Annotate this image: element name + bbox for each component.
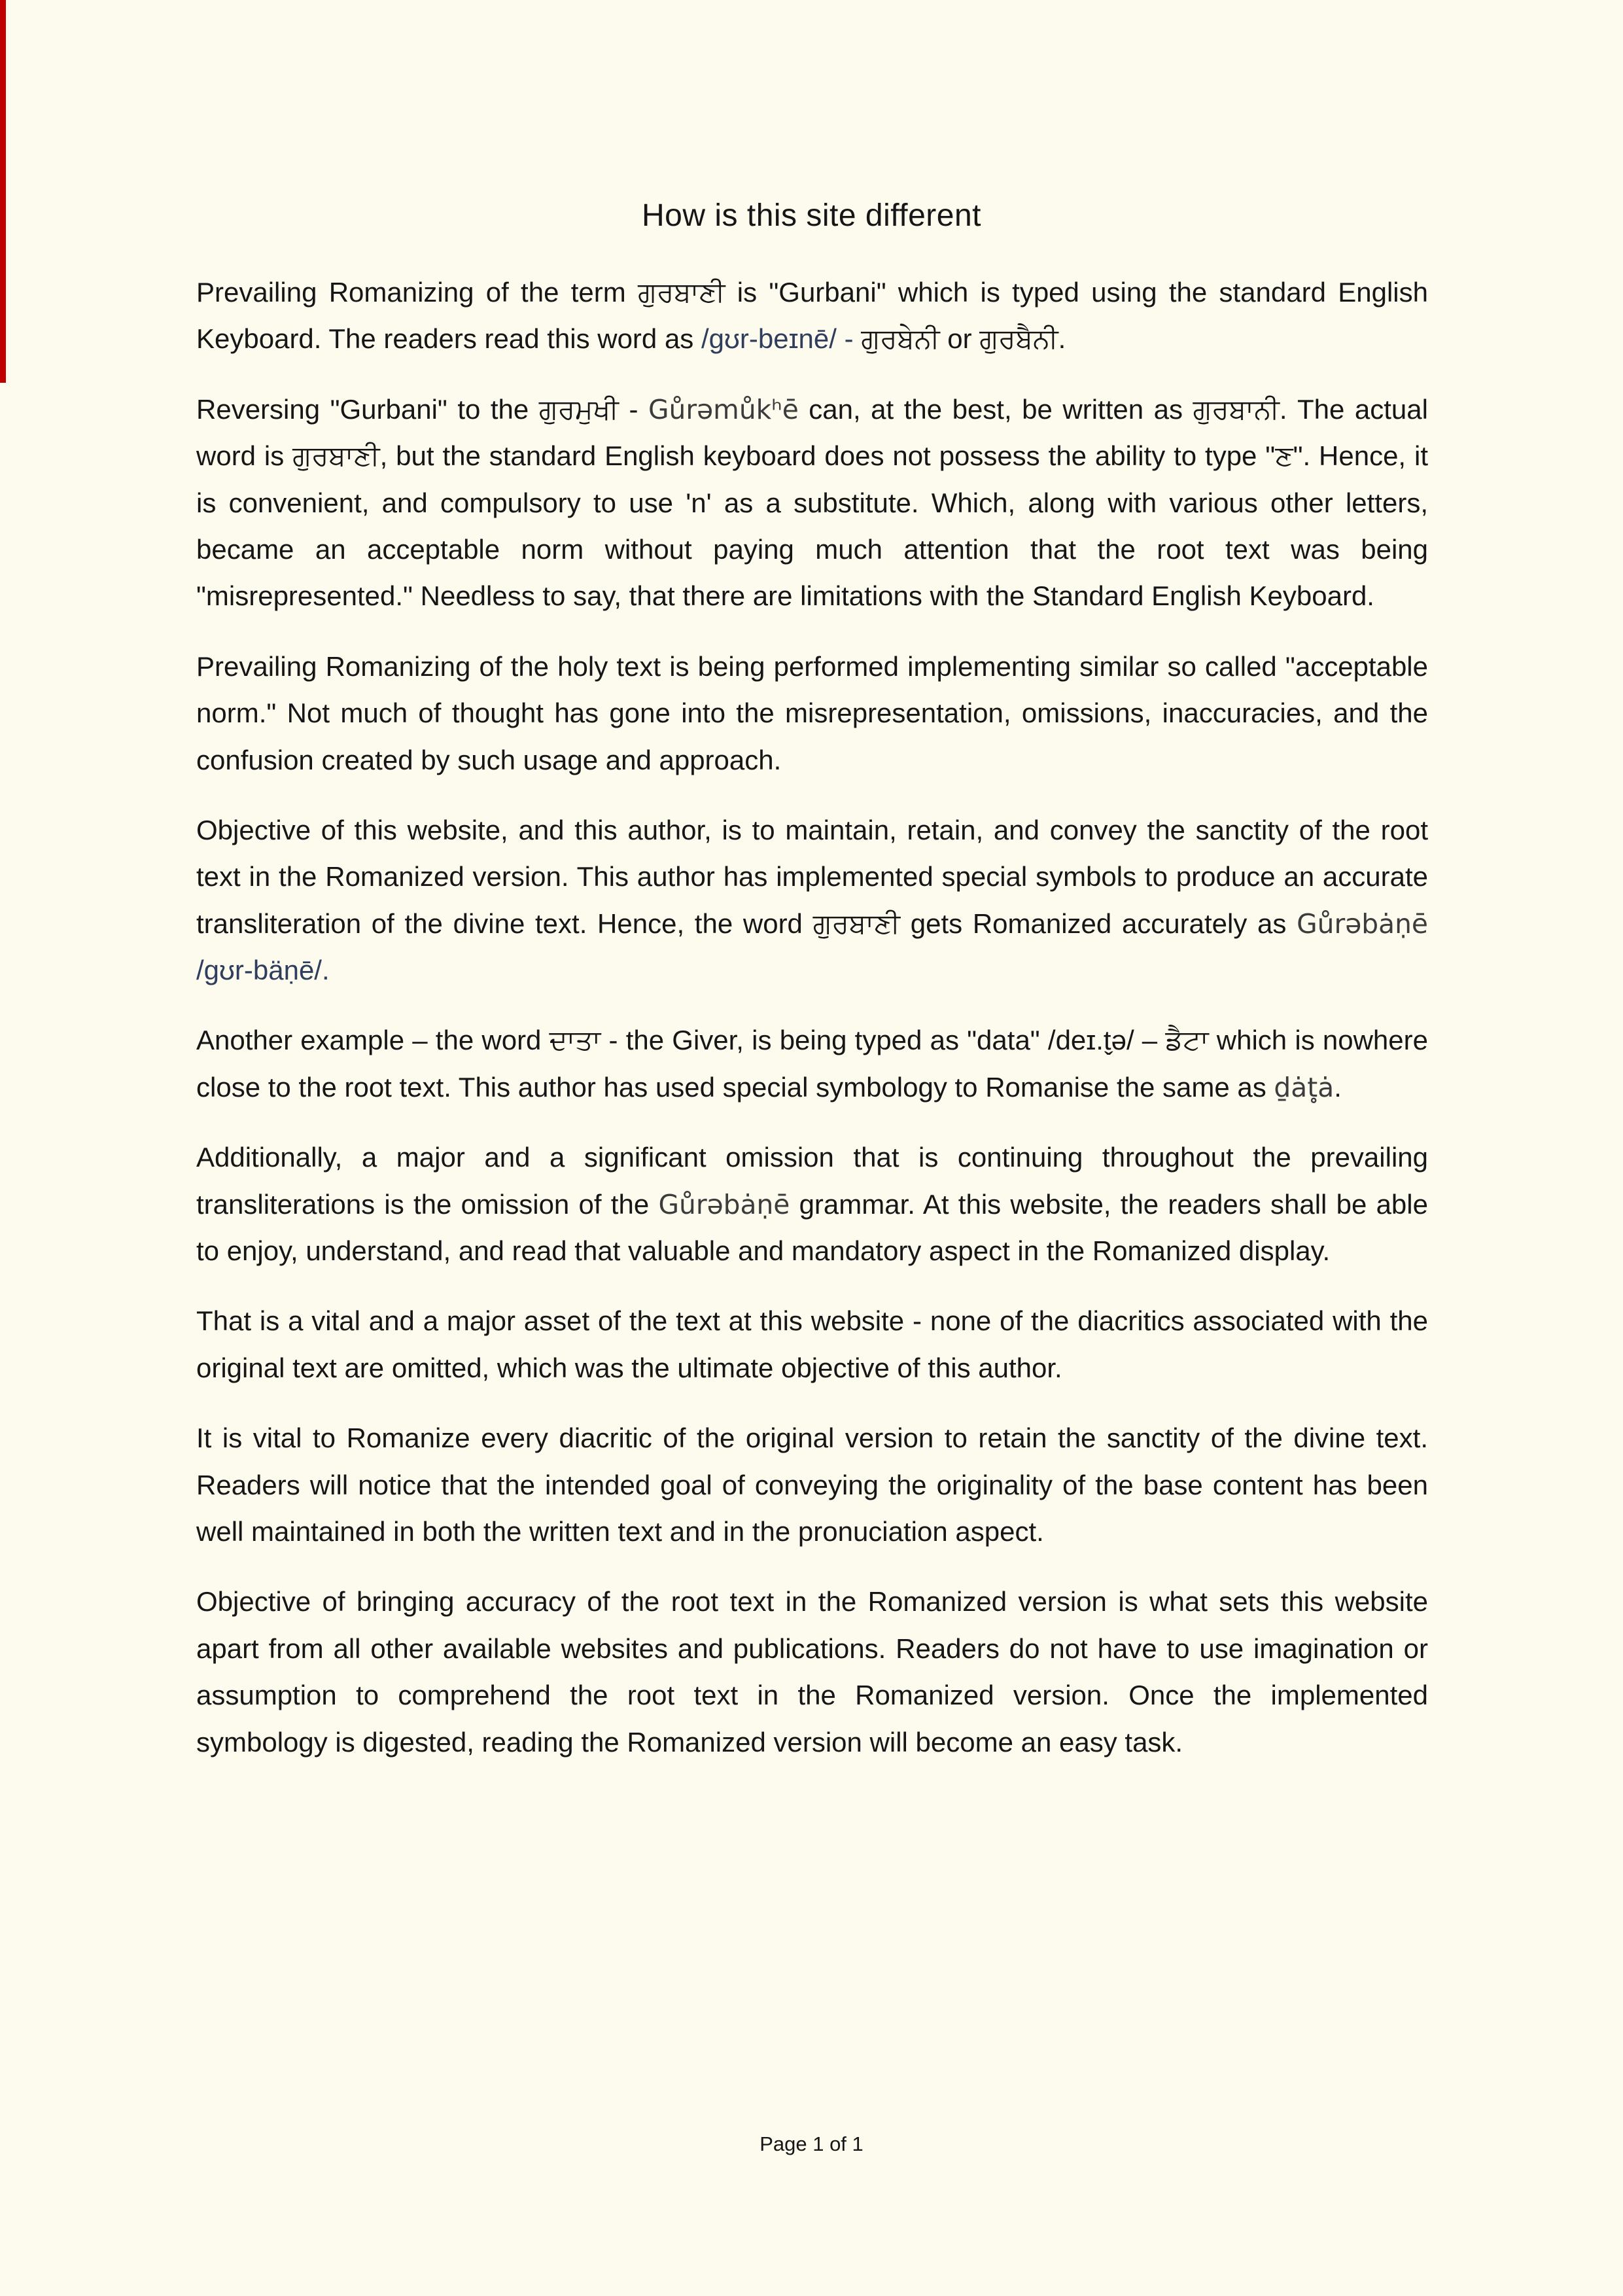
body-text-run: Another example – the word (196, 1025, 550, 1056)
gurmukhi-word: ਣ (1275, 440, 1293, 472)
body-text-run: is "Gurbani" which is typed using the standard English Keyboard. The readers read this word as (196, 277, 1428, 355)
left-edge-red-stripe (0, 0, 6, 383)
paragraph (196, 1415, 1428, 1555)
paragraph (196, 1578, 1428, 1765)
body-text-run: Objective of this website, and this author, is to maintain, retain, and convey the sanctity of the root text in the Romanized version. This author has implemented special symbols to produce an accurate transliteration of the divine text. Hence, the word (196, 814, 1428, 939)
transliteration-word: Gůrəmůkʰē (648, 393, 799, 425)
body-text-run: - the Giver, is being typed as "data" /deɪ.t̬ə/ – (601, 1025, 1166, 1056)
body-text-run: That is a vital and a major asset of the text at this website - none of the diacritics associated with the original text are omitted, which was the ultimate objective of this author. (196, 1305, 1428, 1383)
body-text-run: Prevailing Romanizing of the holy text is being performed implementing similar so called "acceptable norm." Not much of thought has gone into the misrepresentation, omissions, inaccuracies, and the confusion created by such usage and approach. (196, 650, 1428, 775)
body-text-run: Prevailing Romanizing of the term (196, 277, 638, 308)
body-text-run: gets Romanized accurately as (900, 908, 1297, 939)
paragraph (196, 1017, 1428, 1110)
paragraph (196, 807, 1428, 994)
phonetic-transcription: /gʊr-bäṇē/. (196, 955, 330, 986)
page-title: How is this site different (642, 198, 981, 233)
page-number-footer: Page 1 of 1 (759, 2132, 864, 2155)
document-body (0, 234, 1623, 1765)
body-text-run: . (1334, 1071, 1342, 1103)
gurmukhi-word: ਗੁਰਬੇਨੀ (861, 323, 940, 355)
body-text-run: Objective of bringing accuracy of the root text in the Romanized version is what sets this website apart from all other available websites and publications. Readers do not have to use imagination or assumption to comprehend the root text in the Romanized version. Once the implemented symbology is digested, reading the Romanized version will become an easy task. (196, 1586, 1428, 1757)
paragraph (196, 269, 1428, 362)
body-text-run: ". Hence, it is convenient, and compulsory to use 'n' as a substitute. Which, along with various other letters, became an acceptable norm without paying much attention that the root text was being "misrepresented." Needless to say, that there are limitations with the Standard English Keyboard. (196, 440, 1428, 612)
transliteration-word: Gůrəbȧṇē (658, 1188, 790, 1220)
body-text-run: , but the standard English keyboard does not possess the ability to type " (379, 440, 1276, 472)
gurmukhi-word: ਡੈਟਾ (1165, 1024, 1209, 1057)
body-text-run: Additionally, a major and a significant omission that is continuing throughout the prevailing transliterations is the omission of the (196, 1142, 1428, 1220)
paragraph (196, 1134, 1428, 1274)
transliteration-word: Gůrəbȧṇē (1297, 908, 1428, 940)
transliteration-word: ḏȧt̥ȧ (1274, 1071, 1335, 1103)
body-text-run: . (1058, 323, 1066, 355)
body-text-run: - (618, 393, 648, 425)
body-text-run: It is vital to Romanize every diacritic of the original version to retain the sanctity of the divine text. Readers will notice that the intended goal of conveying the originality of the base content has been well maintained in both the written text and in the pronuciation aspect. (196, 1422, 1428, 1547)
body-text-run: Reversing "Gurbani" to the (196, 393, 539, 425)
body-text-run: can, at the best, be written as (798, 393, 1193, 425)
gurmukhi-word: ਦਾਤਾ (549, 1024, 601, 1057)
gurmukhi-word: ਗੁਰਬੈਨੀ (979, 323, 1058, 355)
body-text-run: . The actual word is (196, 393, 1428, 472)
gurmukhi-word: ਗੁਰਬਾਣੀ (292, 440, 380, 472)
gurmukhi-word: ਗੁਰਬਾਣੀ (638, 276, 725, 308)
body-text-run: which is nowhere close to the root text. This author has used special symbology to Romanise the same as (196, 1025, 1428, 1103)
paragraph (196, 643, 1428, 783)
paragraph (196, 1298, 1428, 1391)
gurmukhi-word: ਗੁਰਬਾਨੀ (1193, 393, 1280, 425)
paragraph (196, 386, 1428, 620)
body-text-run: or (939, 323, 980, 355)
gurmukhi-word: ਗੁਰਮੁਖੀ (538, 393, 619, 425)
phonetic-transcription: /gʊr-beɪnē/ - (701, 323, 862, 355)
gurmukhi-word: ਗੁਰਬਾਣੀ (812, 907, 901, 940)
body-text-run: grammar. At this website, the readers shall be able to enjoy, understand, and read that valuable and mandatory aspect in the Romanized display. (196, 1188, 1428, 1267)
